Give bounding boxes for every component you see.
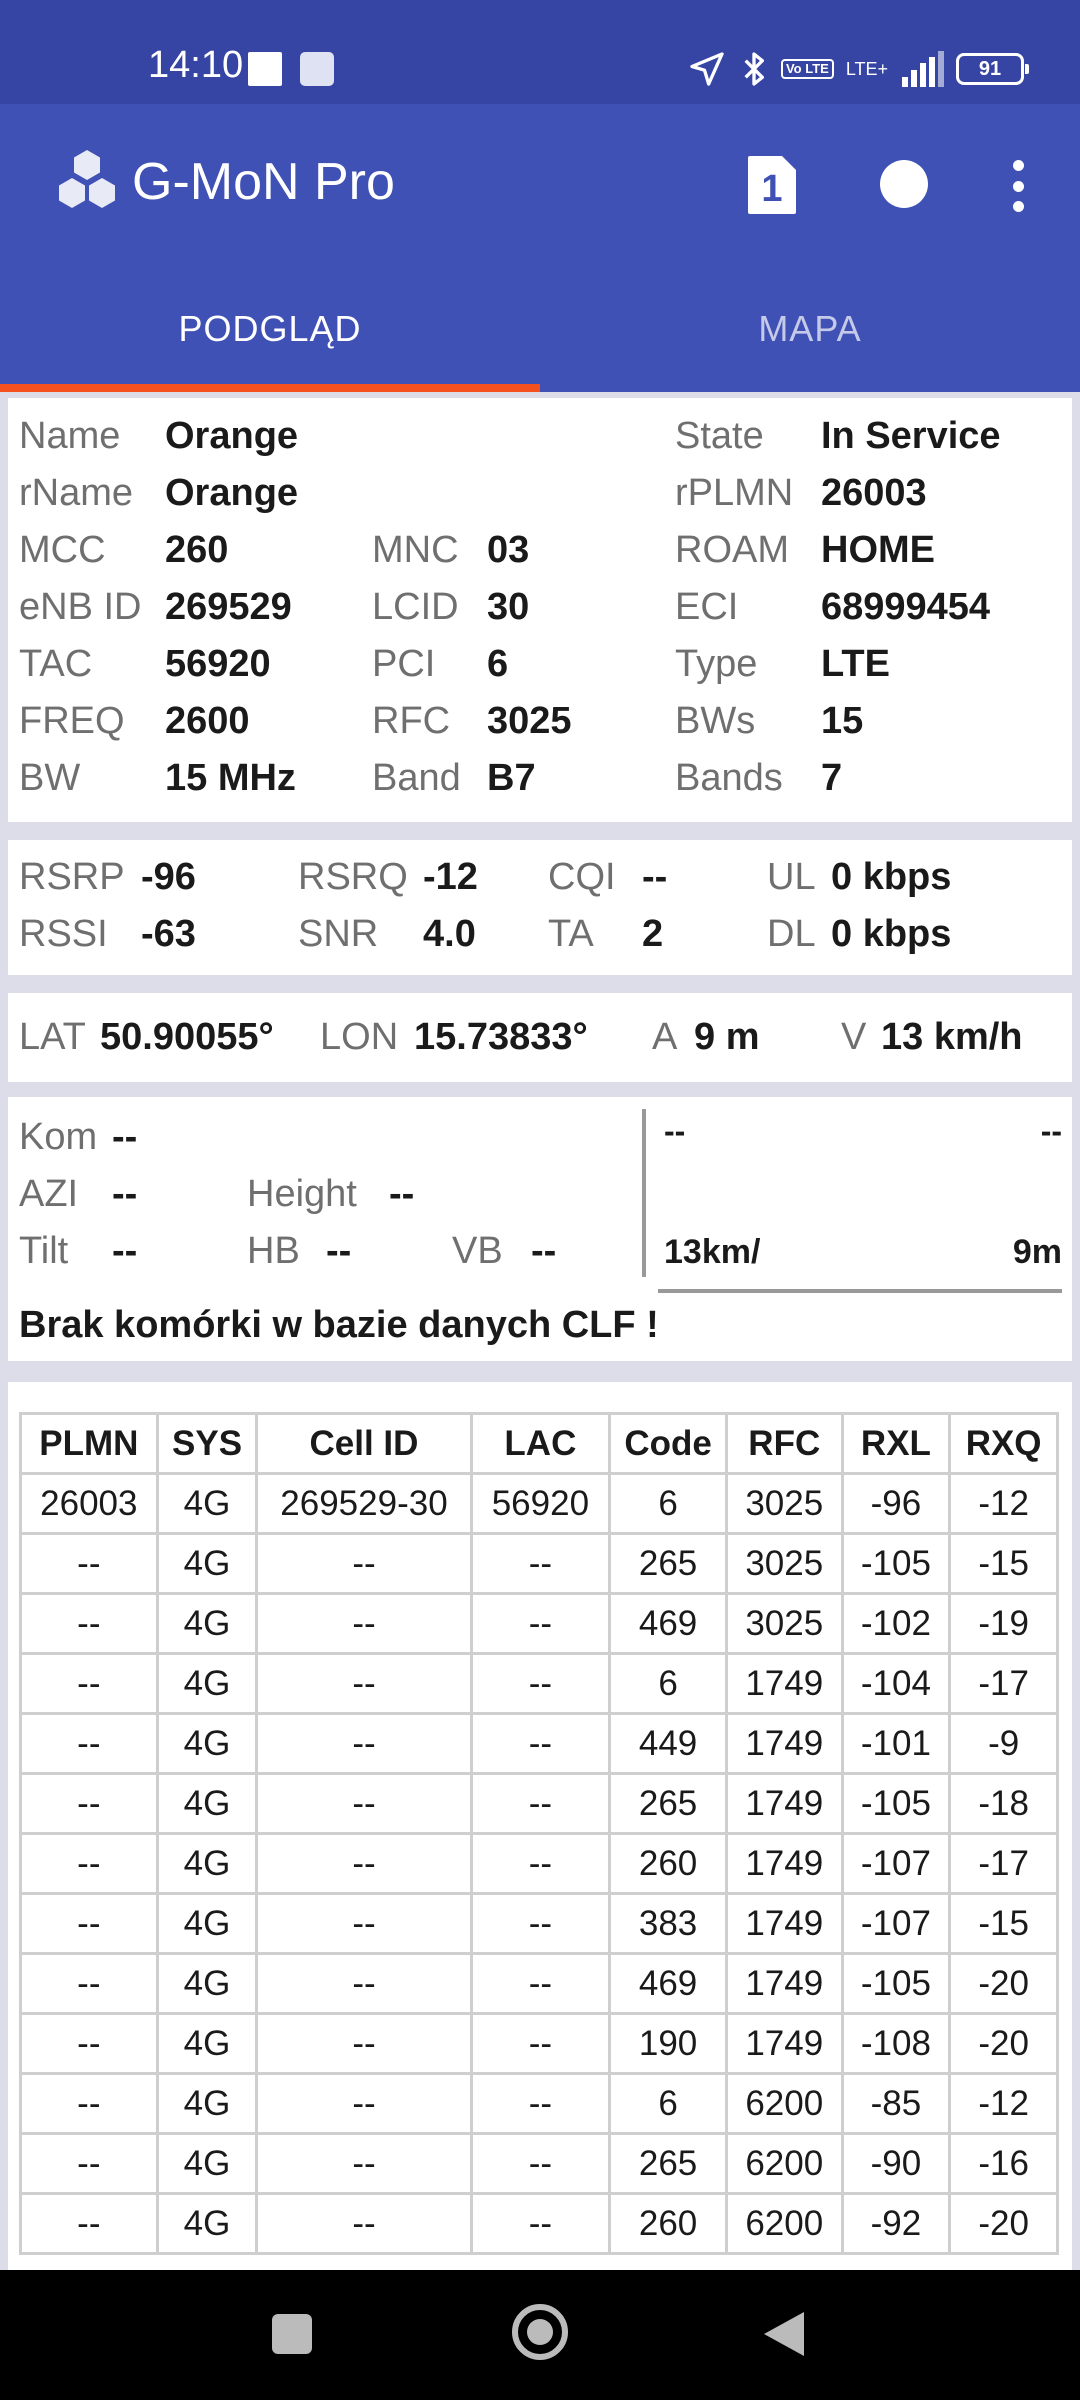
rsrq-label: RSRQ — [298, 856, 408, 898]
cell-info-card — [8, 398, 1072, 822]
table-cell: -15 — [950, 1894, 1058, 1954]
table-cell: -- — [257, 1834, 471, 1894]
panel-top-left: -- — [664, 1113, 686, 1149]
table-cell: -- — [21, 1654, 158, 1714]
site-row — [8, 1109, 628, 1166]
distance-panel-bottom — [656, 1227, 1070, 1277]
network-type: LTE+ — [845, 59, 888, 79]
bw-value: 15 MHz — [165, 757, 296, 799]
table-cell: 4G — [157, 1474, 257, 1534]
table-body — [21, 1474, 1058, 2254]
table-cell: -92 — [842, 2194, 950, 2254]
mnc-label: MNC — [372, 529, 459, 571]
site-row — [8, 1223, 628, 1280]
cell-row — [8, 465, 1072, 522]
cell-row — [8, 579, 1072, 636]
table-cell: -- — [257, 2074, 471, 2134]
table-cell: -- — [21, 2134, 158, 2194]
table-cell: 6200 — [726, 2074, 842, 2134]
col-code: Code — [610, 1414, 727, 1474]
dl-value: 0 kbps — [831, 913, 952, 955]
signal-row — [8, 906, 1072, 963]
table-cell: 260 — [610, 2194, 727, 2254]
hb-label: HB — [247, 1230, 300, 1272]
table-cell: 4G — [157, 2194, 257, 2254]
clf-message: Brak komórki w bazie danych CLF ! — [19, 1304, 659, 1346]
rplmn-value: 26003 — [821, 472, 927, 514]
location-row — [8, 1009, 1072, 1066]
cqi-value: -- — [642, 856, 668, 898]
rname-value: Orange — [165, 472, 299, 514]
col-rfc: RFC — [726, 1414, 842, 1474]
accuracy-meters: 9m — [1012, 1233, 1062, 1271]
tab-mapa[interactable]: MAPA — [758, 308, 862, 349]
col-lac: LAC — [471, 1414, 610, 1474]
table-cell: -- — [21, 1834, 158, 1894]
status-icons — [687, 48, 1024, 90]
ta-label: TA — [548, 913, 594, 955]
table-cell: 4G — [157, 2134, 257, 2194]
table-row — [21, 2014, 1058, 2074]
band-value: B7 — [487, 757, 536, 799]
table-cell: 6 — [610, 2074, 727, 2134]
snr-label: SNR — [298, 913, 379, 955]
freq-label: FREQ — [19, 700, 125, 742]
table-cell: -105 — [842, 1774, 950, 1834]
accuracy-value: 9 m — [694, 1016, 760, 1058]
table-cell: -- — [257, 1894, 471, 1954]
table-cell: 1749 — [726, 1954, 842, 2014]
table-cell: -- — [471, 1714, 610, 1774]
rfc-label: RFC — [372, 700, 451, 742]
cell-row — [8, 693, 1072, 750]
table-cell: -107 — [842, 1834, 950, 1894]
enb-label: eNB ID — [19, 586, 142, 628]
roam-value: HOME — [821, 529, 935, 571]
tac-label: TAC — [19, 643, 93, 685]
pci-label: PCI — [372, 643, 436, 685]
table-cell: 4G — [157, 1654, 257, 1714]
azi-value: -- — [112, 1173, 138, 1215]
sim-badge: 1 — [761, 168, 783, 210]
table-cell: -90 — [842, 2134, 950, 2194]
table-cell: -85 — [842, 2074, 950, 2134]
table-cell: -- — [257, 2194, 471, 2254]
table-cell: -12 — [950, 2074, 1058, 2134]
rfc-value: 3025 — [487, 700, 572, 742]
rssi-value: -63 — [141, 913, 196, 955]
state-value: In Service — [821, 415, 1001, 457]
table-cell: 3025 — [726, 1594, 842, 1654]
snr-value: 4.0 — [423, 913, 476, 955]
table-cell: 4G — [157, 1534, 257, 1594]
table-cell: 4G — [157, 1594, 257, 1654]
table-cell: -- — [21, 1594, 158, 1654]
table-row — [21, 1894, 1058, 1954]
table-cell: -- — [257, 1774, 471, 1834]
table-row — [21, 1594, 1058, 1654]
neighbor-table — [19, 1412, 1059, 2255]
table-cell: -- — [471, 1594, 610, 1654]
rplmn-label: rPLMN — [675, 472, 794, 514]
location-card — [8, 993, 1072, 1082]
table-row — [21, 1834, 1058, 1894]
table-cell: 265 — [610, 1774, 727, 1834]
table-row — [21, 2074, 1058, 2134]
table-cell: -- — [471, 1894, 610, 1954]
bws-value: 15 — [821, 700, 864, 742]
location-arrow-icon — [687, 49, 727, 89]
table-cell: 1749 — [726, 1894, 842, 1954]
table-cell: 269529-30 — [257, 1474, 471, 1534]
table-cell: -- — [257, 1954, 471, 2014]
height-value: -- — [389, 1173, 415, 1215]
table-cell: -- — [257, 1534, 471, 1594]
lon-label: LON — [320, 1016, 399, 1058]
table-cell: -105 — [842, 1954, 950, 2014]
table-cell: -- — [471, 2014, 610, 2074]
table-cell: 4G — [157, 1834, 257, 1894]
bands-value: 7 — [821, 757, 843, 799]
kom-label: Kom — [19, 1116, 98, 1158]
notification-icon — [248, 52, 282, 86]
lcid-value: 30 — [487, 586, 530, 628]
app-title: G-MoN Pro — [132, 153, 395, 211]
bands-label: Bands — [675, 757, 783, 799]
sim-1-icon[interactable] — [744, 154, 800, 216]
cell-row — [8, 636, 1072, 693]
site-divider — [642, 1109, 646, 1277]
freq-value: 2600 — [165, 700, 250, 742]
table-cell: 4G — [157, 1774, 257, 1834]
state-label: State — [675, 415, 764, 457]
table-cell: -- — [21, 2194, 158, 2254]
dl-label: DL — [767, 913, 816, 955]
col-rxq: RXQ — [950, 1414, 1058, 1474]
site-row — [8, 1166, 628, 1223]
table-cell: -- — [471, 1774, 610, 1834]
table-cell: -- — [471, 1834, 610, 1894]
col-plmn: PLMN — [21, 1414, 158, 1474]
table-cell: 1749 — [726, 1654, 842, 1714]
col-rxl: RXL — [842, 1414, 950, 1474]
signal-card — [8, 840, 1072, 975]
vb-label: VB — [452, 1230, 503, 1272]
table-cell: -20 — [950, 2194, 1058, 2254]
table-cell: 1749 — [726, 2014, 842, 2074]
cell-row — [8, 408, 1072, 465]
tac-value: 56920 — [165, 643, 271, 685]
table-cell: -15 — [950, 1534, 1058, 1594]
recents-button[interactable] — [272, 2314, 312, 2354]
cqi-label: CQI — [548, 856, 616, 898]
table-row — [21, 1654, 1058, 1714]
table-cell: -17 — [950, 1654, 1058, 1714]
table-cell: 4G — [157, 1894, 257, 1954]
table-cell: 265 — [610, 1534, 727, 1594]
bw-label: BW — [19, 757, 81, 799]
table-cell: 190 — [610, 2014, 727, 2074]
table-cell: -- — [257, 2134, 471, 2194]
app-bar — [0, 104, 1080, 392]
speed-label: V — [841, 1016, 867, 1058]
distance-panel-top — [656, 1109, 1070, 1153]
lat-label: LAT — [19, 1016, 86, 1058]
table-cell: 6200 — [726, 2134, 842, 2194]
hb-value: -- — [326, 1230, 352, 1272]
ul-label: UL — [767, 856, 816, 898]
table-cell: 6200 — [726, 2194, 842, 2254]
cell-row — [8, 522, 1072, 579]
table-cell: -16 — [950, 2134, 1058, 2194]
rssi-label: RSSI — [19, 913, 108, 955]
volte-icon: Vo LTE — [781, 59, 834, 79]
tab-indicator — [0, 384, 540, 392]
table-cell: -20 — [950, 2014, 1058, 2074]
table-cell: -96 — [842, 1474, 950, 1534]
table-cell: -- — [21, 1954, 158, 2014]
mcc-label: MCC — [19, 529, 106, 571]
table-cell: 1749 — [726, 1774, 842, 1834]
height-label: Height — [247, 1173, 357, 1215]
table-cell: -12 — [950, 1474, 1058, 1534]
bws-label: BWs — [675, 700, 756, 742]
table-cell: -20 — [950, 1954, 1058, 2014]
table-cell: 265 — [610, 2134, 727, 2194]
eci-label: ECI — [675, 586, 739, 628]
battery-icon: 91 — [956, 53, 1024, 85]
table-cell: 3025 — [726, 1474, 842, 1534]
table-cell: -- — [21, 1774, 158, 1834]
col-sys: SYS — [157, 1414, 257, 1474]
table-cell: -- — [471, 2074, 610, 2134]
table-cell: -107 — [842, 1894, 950, 1954]
enb-value: 269529 — [165, 586, 292, 628]
table-cell: -104 — [842, 1654, 950, 1714]
back-button[interactable] — [764, 2312, 804, 2356]
table-cell: -- — [21, 1714, 158, 1774]
table-row — [21, 1534, 1058, 1594]
table-cell: -- — [257, 1654, 471, 1714]
table-cell: -105 — [842, 1534, 950, 1594]
lat-value: 50.90055° — [100, 1016, 274, 1058]
panel-top-right: -- — [1040, 1113, 1062, 1149]
mcc-value: 260 — [165, 529, 229, 571]
table-cell: 4G — [157, 1954, 257, 2014]
record-icon[interactable] — [880, 160, 928, 208]
ul-value: 0 kbps — [831, 856, 952, 898]
table-cell: 449 — [610, 1714, 727, 1774]
neighbor-card — [8, 1382, 1072, 2270]
table-cell: 26003 — [21, 1474, 158, 1534]
table-row — [21, 1954, 1058, 2014]
table-header — [21, 1414, 1058, 1474]
vb-value: -- — [531, 1230, 557, 1272]
eci-value: 68999454 — [821, 586, 991, 628]
distance-value: 13km/ — [664, 1233, 761, 1271]
tab-podglad[interactable]: PODGLĄD — [178, 308, 362, 349]
lcid-label: LCID — [372, 586, 459, 628]
table-cell: -- — [257, 1714, 471, 1774]
type-label: Type — [675, 643, 758, 685]
table-cell: 260 — [610, 1834, 727, 1894]
table-cell: 4G — [157, 2074, 257, 2134]
table-row — [21, 1714, 1058, 1774]
table-cell: -108 — [842, 2014, 950, 2074]
table-cell: -- — [257, 2014, 471, 2074]
site-card — [8, 1097, 1072, 1361]
rsrq-value: -12 — [423, 856, 478, 898]
table-cell: 6 — [610, 1474, 727, 1534]
table-cell: -- — [21, 1894, 158, 1954]
ta-value: 2 — [642, 913, 664, 955]
azi-label: AZI — [19, 1173, 79, 1215]
status-time: 14:10 — [148, 44, 244, 86]
table-cell: 1749 — [726, 1714, 842, 1774]
lon-value: 15.73833° — [414, 1016, 588, 1058]
table-cell: -101 — [842, 1714, 950, 1774]
type-value: LTE — [821, 643, 890, 685]
col-cell-id: Cell ID — [257, 1414, 471, 1474]
table-row — [21, 1474, 1058, 1534]
table-cell: -- — [471, 1534, 610, 1594]
table-cell: -- — [257, 1594, 471, 1654]
kom-value: -- — [112, 1116, 138, 1158]
table-cell: -- — [471, 1654, 610, 1714]
roam-label: ROAM — [675, 529, 789, 571]
table-cell: 4G — [157, 1714, 257, 1774]
tilt-label: Tilt — [19, 1230, 69, 1272]
home-button[interactable] — [512, 2304, 568, 2360]
accuracy-label: A — [652, 1016, 678, 1058]
table-cell: 383 — [610, 1894, 727, 1954]
more-vert-icon[interactable] — [1000, 154, 1036, 218]
table-cell: 6 — [610, 1654, 727, 1714]
table-cell: 4G — [157, 2014, 257, 2074]
table-cell: -17 — [950, 1834, 1058, 1894]
band-label: Band — [372, 757, 461, 799]
table-cell: -- — [21, 2014, 158, 2074]
table-cell: -18 — [950, 1774, 1058, 1834]
rsrp-value: -96 — [141, 856, 196, 898]
signal-row — [8, 849, 1072, 906]
table-cell: -- — [471, 2134, 610, 2194]
name-value: Orange — [165, 415, 299, 457]
bluetooth-icon — [739, 49, 769, 89]
table-cell: 56920 — [471, 1474, 610, 1534]
name-label: Name — [19, 415, 121, 457]
table-cell: -- — [471, 1954, 610, 2014]
table-cell: -9 — [950, 1714, 1058, 1774]
table-row — [21, 1774, 1058, 1834]
signal-icon — [902, 51, 944, 87]
notification-icon — [300, 52, 334, 86]
table-cell: 469 — [610, 1954, 727, 2014]
speed-value: 13 km/h — [881, 1016, 1023, 1058]
cell-row — [8, 750, 1072, 807]
table-cell: 1749 — [726, 1834, 842, 1894]
status-bar — [0, 0, 1080, 104]
table-cell: 3025 — [726, 1534, 842, 1594]
table-cell: -- — [21, 1534, 158, 1594]
table-cell: -19 — [950, 1594, 1058, 1654]
app-logo-icon — [52, 148, 122, 218]
table-row — [21, 2194, 1058, 2254]
table-cell: 469 — [610, 1594, 727, 1654]
table-cell: -102 — [842, 1594, 950, 1654]
rname-label: rName — [19, 472, 134, 514]
pci-value: 6 — [487, 643, 509, 685]
table-row — [21, 2134, 1058, 2194]
rsrp-label: RSRP — [19, 856, 125, 898]
distance-bar — [658, 1289, 1062, 1293]
tilt-value: -- — [112, 1230, 138, 1272]
mnc-value: 03 — [487, 529, 530, 571]
navigation-bar — [0, 2270, 1080, 2400]
table-cell: -- — [471, 2194, 610, 2254]
table-cell: -- — [21, 2074, 158, 2134]
